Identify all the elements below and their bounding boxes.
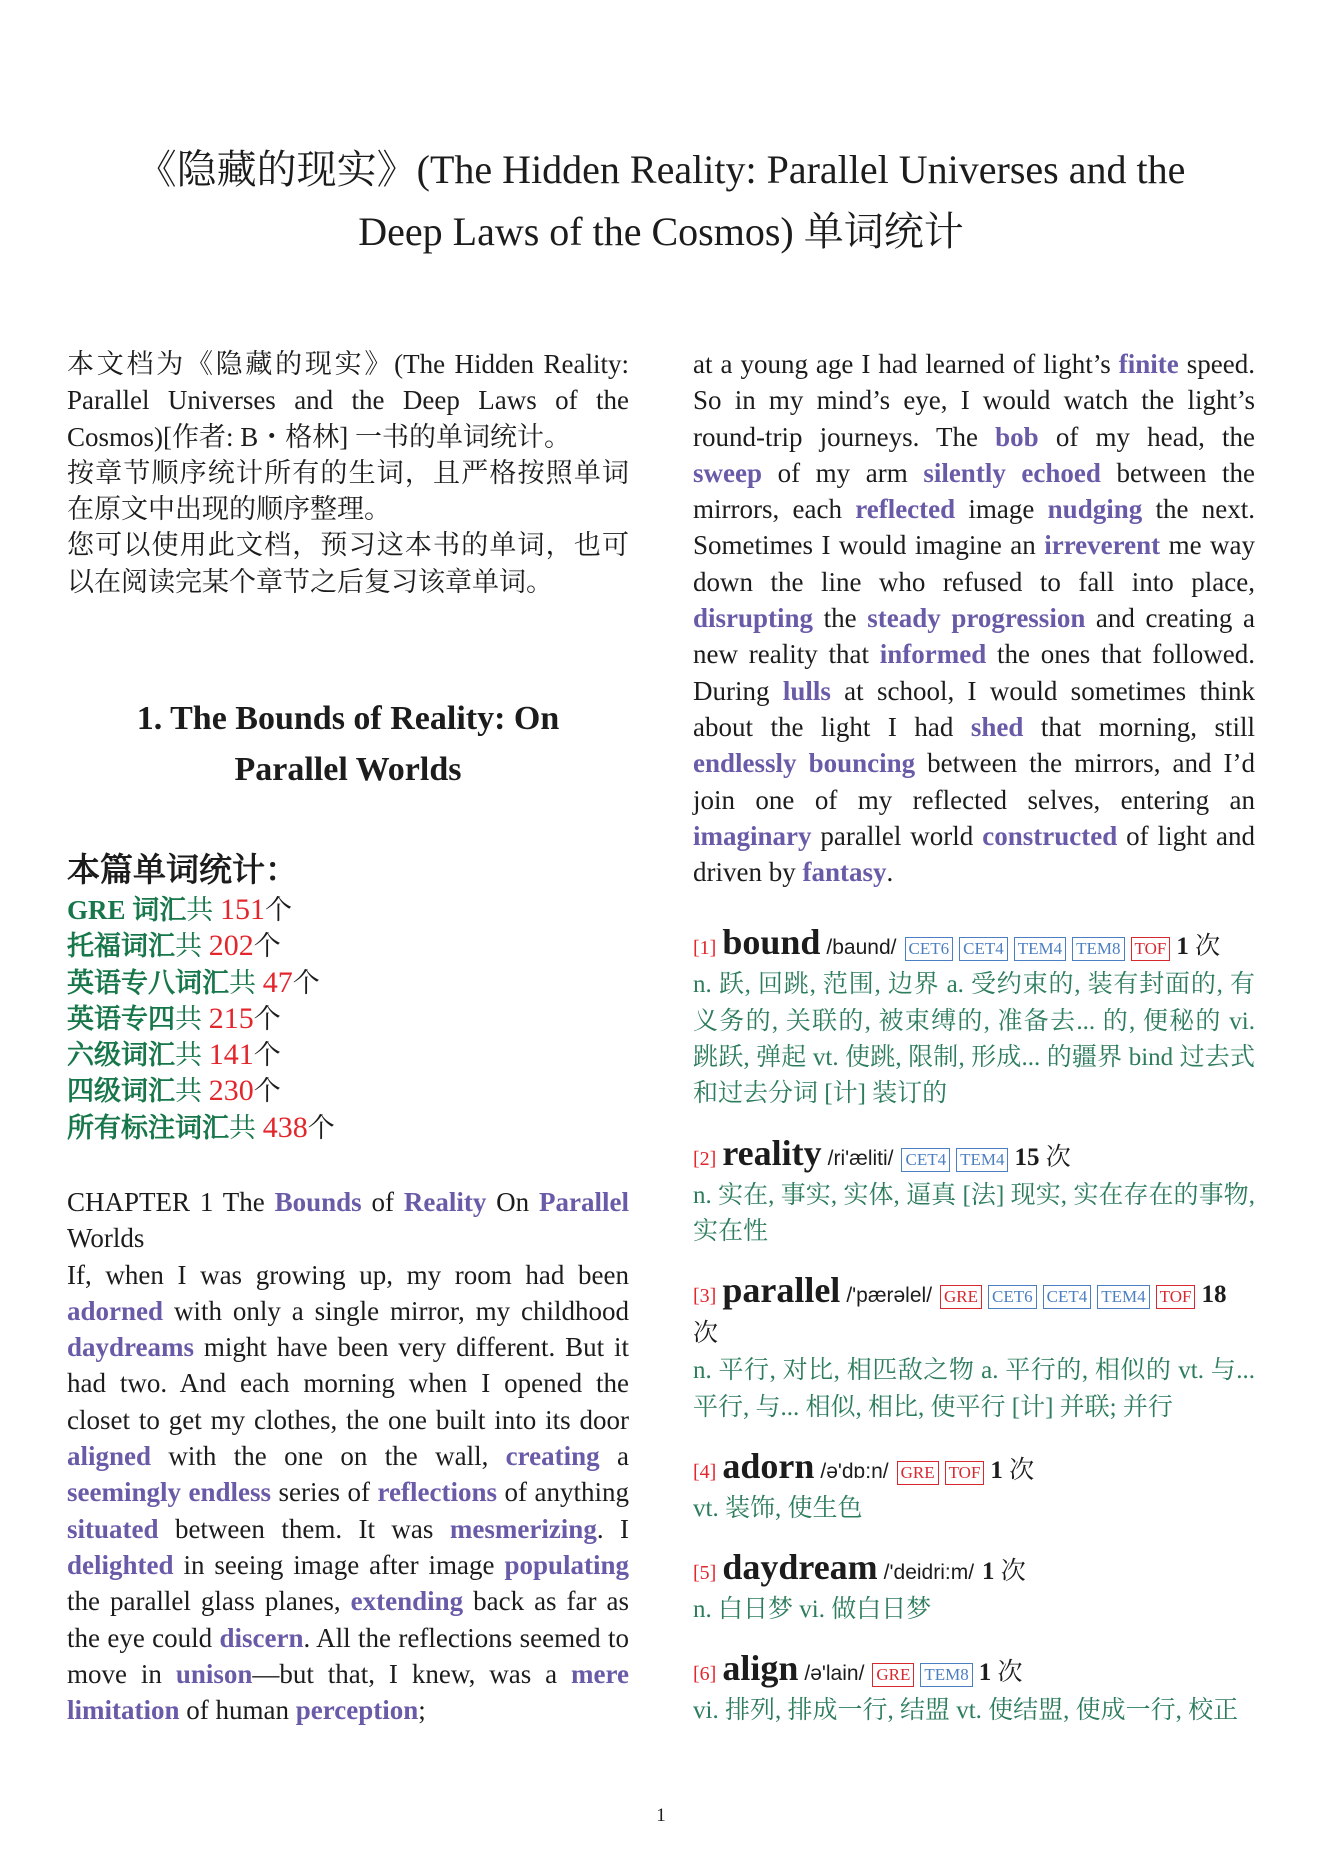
- text-run: Worlds: [67, 1223, 145, 1254]
- vocab-highlight: sweep: [693, 457, 762, 488]
- text-run: the ones that followed. During: [693, 639, 1255, 706]
- stat-count: 438: [262, 1110, 308, 1144]
- vocab-highlight: disrupting: [693, 603, 814, 634]
- entry-definition: vt. 装饰, 使生色: [693, 1494, 863, 1522]
- text-run: [797, 748, 809, 778]
- stat-unit: 个: [253, 1040, 281, 1071]
- text-run: a: [599, 1441, 629, 1472]
- stat-label: 托福词汇: [67, 931, 175, 962]
- vocab-highlight: shed: [970, 711, 1024, 742]
- text-run: ;: [418, 1695, 426, 1726]
- entry-count: [1014, 1144, 1070, 1171]
- vocab-highlight: reflections: [377, 1477, 498, 1508]
- text-run: image: [955, 494, 1048, 525]
- stat-row: [67, 928, 629, 964]
- text-run: On: [486, 1187, 540, 1217]
- vocab-highlight: imaginary: [693, 820, 812, 851]
- entry-index: [2]: [693, 1147, 717, 1170]
- text-run: .: [886, 857, 894, 888]
- text-run: me way down the line who refused to fall into place,: [693, 530, 1256, 597]
- entry-header: [693, 1271, 1255, 1353]
- text-run: of my arm: [762, 457, 924, 488]
- vocab-highlight: reflected: [855, 494, 956, 525]
- vocab-highlight: endlessly: [693, 748, 797, 779]
- page-number: 1: [656, 1805, 666, 1826]
- text-run: at school, I would sometimes think about the light I had: [693, 675, 1255, 742]
- vocab-highlight: seemingly: [67, 1477, 181, 1508]
- entry-count-unit: 次: [1195, 933, 1221, 961]
- exam-tag: TEM4: [956, 1148, 1008, 1172]
- entry-phonetic: /'deidri:m/: [883, 1561, 975, 1585]
- vocab-highlight: nudging: [1047, 494, 1143, 525]
- vocab-highlight: unison: [175, 1658, 253, 1689]
- stat-label: 英语专八词汇: [67, 967, 229, 998]
- intro-paragraph: 您可以使用此文档，预习这本书的单词，也可以在阅读完某个章节之后复习该章单词。: [67, 530, 629, 597]
- entry-count-number: 1: [1176, 933, 1189, 961]
- vocab-highlight: echoed: [1021, 457, 1101, 488]
- text-run: of my head, the: [1038, 421, 1255, 452]
- entry-count: [1176, 933, 1220, 960]
- vocab-list: [693, 923, 1255, 1729]
- exam-tag: TEM8: [920, 1663, 972, 1687]
- text-run: parallel world: [811, 820, 983, 851]
- title-line-1: 《隐藏的现实》(The Hidden Reality: Parallel Universes and the: [136, 147, 1186, 192]
- entry-count-unit: 次: [1045, 1143, 1071, 1171]
- entry-count-number: 1: [978, 1659, 992, 1687]
- exam-tag: CET6: [905, 937, 954, 961]
- vocab-highlight: lulls: [782, 675, 831, 706]
- stat-row: [67, 965, 629, 1001]
- exam-tag: GRE: [872, 1663, 914, 1687]
- stat-joiner: 共: [175, 1003, 202, 1034]
- entry-count-unit: 次: [997, 1659, 1023, 1687]
- exam-tag: TOF: [945, 1461, 985, 1485]
- stat-label: 英语专四: [67, 1003, 175, 1034]
- stat-joiner: 共: [186, 895, 214, 925]
- exam-tag: CET4: [901, 1148, 950, 1172]
- stat-count: 151: [220, 893, 266, 926]
- entry-header: [693, 1649, 1255, 1693]
- text-run: [1006, 458, 1022, 488]
- text-run: series of: [271, 1477, 378, 1508]
- entry-phonetic: /ri'æliti/: [827, 1146, 894, 1170]
- passage-right: [693, 346, 1255, 890]
- vocab-stats: [67, 892, 629, 1184]
- stat-unit: 个: [253, 931, 281, 962]
- vocab-highlight: mere: [571, 1658, 629, 1689]
- vocab-entry: [693, 923, 1255, 1112]
- stat-count: 215: [208, 1001, 254, 1035]
- stat-row: [67, 1037, 629, 1073]
- passage-left: [67, 1184, 629, 1728]
- stat-unit: 个: [292, 967, 320, 998]
- text-run: with only a single mirror, my childhood: [163, 1295, 629, 1326]
- title-line-2: Deep Laws of the Cosmos) 单词统计: [358, 209, 964, 254]
- stat-joiner: 共: [229, 967, 256, 998]
- text-run: between them. It was: [158, 1513, 450, 1544]
- entry-count-unit: 次: [1000, 1558, 1026, 1586]
- stat-unit: 个: [253, 1003, 281, 1034]
- stat-row: [67, 1073, 629, 1109]
- stat-joiner: 共: [175, 1076, 202, 1107]
- text-run: the next. Sometimes I would imagine an: [693, 494, 1255, 561]
- exam-tag: CET4: [959, 937, 1008, 961]
- exam-tag: TOF: [1131, 937, 1171, 961]
- entry-phonetic: /'pærəlel/: [846, 1284, 933, 1308]
- stat-count: 202: [208, 929, 254, 963]
- entry-definition: n. 实在, 事实, 实体, 逼真 [法] 现实, 实在存在的事物, 实在性: [693, 1181, 1255, 1245]
- vocab-highlight: constructed: [982, 820, 1118, 851]
- text-run: between the mirrors, each: [693, 457, 1256, 525]
- text-run: of human: [179, 1695, 296, 1726]
- stat-count: 47: [262, 965, 293, 999]
- intro-paragraph: 按章节顺序统计所有的生词，且严格按照单词在原文中出现的顺序整理。: [67, 457, 629, 525]
- entry-definition: n. 白日梦 vi. 做白日梦: [693, 1596, 932, 1624]
- text-run: . I: [596, 1513, 630, 1544]
- text-run: If, when I was growing up, my room had been: [67, 1259, 629, 1290]
- entry-count: [990, 1457, 1034, 1484]
- chapter-heading: 1. The Bounds of Reality: On Parallel Worlds: [136, 700, 560, 788]
- intro-paragraph: 本文档为《隐藏的现实》(The Hidden Reality: Parallel Universes and the Deep Laws of the Cosmos)[作者: B・格林] 一书的单词统计。: [67, 349, 629, 452]
- entry-count-number: 18: [1201, 1281, 1227, 1309]
- entry-word: daydream: [722, 1547, 878, 1588]
- vocab-highlight: silently: [923, 457, 1006, 488]
- intro-section: [67, 346, 629, 693]
- entry-index: [5]: [693, 1562, 717, 1585]
- entry-phonetic: /ə'dɒ:n/: [820, 1459, 889, 1483]
- entry-index: [3]: [693, 1285, 717, 1308]
- text-run: back as far as the eye could: [67, 1586, 629, 1653]
- vocab-highlight: creating: [505, 1441, 600, 1472]
- entry-index: [4]: [693, 1460, 717, 1483]
- text-run: with the one on the wall,: [151, 1441, 506, 1472]
- entry-definition: n. 跃, 回跳, 范围, 边界 a. 受约束的, 装有封面的, 有义务的, 关联的, 被束缚的, 准备去... 的, 便秘的 vi. 跳跃, 弹起 vt. 使跳, 限制, 形成... 的疆界 bind 过去式和过去分词 [计] 装订的: [693, 971, 1255, 1108]
- vocab-highlight: endless: [188, 1477, 272, 1508]
- exam-tag: GRE: [897, 1461, 939, 1485]
- stat-label: 四级词汇: [67, 1076, 175, 1107]
- vocab-highlight: adorned: [67, 1295, 164, 1326]
- stat-count: 141: [208, 1038, 254, 1072]
- passage-paragraph: [67, 1257, 629, 1729]
- stat-count: 230: [208, 1074, 254, 1108]
- text-run: and creating a new reality that: [693, 603, 1255, 670]
- entry-index: [1]: [693, 937, 717, 960]
- stat-label: 所有标注词汇: [67, 1112, 229, 1143]
- text-run: the parallel glass planes,: [67, 1586, 351, 1617]
- text-run: of anything: [497, 1477, 630, 1508]
- text-run: speed. So in my mind’s eye, I would watch the light’s round-trip journeys. The: [693, 349, 1255, 452]
- entry-index: [6]: [693, 1663, 717, 1686]
- entry-word: adorn: [722, 1445, 815, 1486]
- entry-header: [693, 1548, 1255, 1592]
- entry-word: bound: [722, 922, 821, 963]
- exam-tag: TEM8: [1072, 937, 1124, 961]
- vocab-highlight: progression: [951, 603, 1086, 634]
- stat-joiner: 共: [175, 1040, 202, 1071]
- text-run: at a young age I had learned of light’s: [693, 349, 1119, 379]
- entry-definition: vi. 排列, 排成一行, 结盟 vt. 使结盟, 使成一行, 校正: [693, 1697, 1239, 1725]
- vocab-highlight: Parallel: [539, 1187, 629, 1217]
- exam-tag: CET4: [1043, 1285, 1092, 1309]
- entry-count-number: 15: [1014, 1143, 1040, 1171]
- stat-label: GRE 词汇: [67, 895, 187, 925]
- vocab-highlight: extending: [350, 1586, 464, 1617]
- vocab-entry: [693, 1447, 1255, 1527]
- entry-header: [693, 1134, 1255, 1178]
- entry-count: [982, 1558, 1026, 1585]
- vocab-highlight: bob: [995, 421, 1039, 452]
- stat-joiner: 共: [229, 1112, 256, 1143]
- exam-tag: CET6: [988, 1285, 1037, 1309]
- entry-count-number: 1: [990, 1456, 1003, 1484]
- vocab-highlight: irreverent: [1044, 530, 1161, 561]
- entry-word: reality: [722, 1132, 822, 1173]
- entry-count: [979, 1659, 1023, 1686]
- right-column: [693, 346, 1255, 1730]
- vocab-entry: [693, 1649, 1255, 1729]
- stat-joiner: 共: [175, 931, 202, 962]
- stat-unit: 个: [265, 895, 293, 925]
- entry-definition: n. 平行, 对比, 相匹敌之物 a. 平行的, 相似的 vt. 与... 平行, 与... 相似, 相比, 使平行 [计] 并联; 并行: [693, 1357, 1255, 1421]
- passage-paragraph: [67, 1184, 629, 1257]
- text-run: . All the reflections seemed to move in: [67, 1622, 629, 1689]
- entry-header: [693, 1447, 1255, 1491]
- vocab-entry: [693, 1548, 1255, 1628]
- entry-count-number: 1: [982, 1558, 995, 1586]
- vocab-highlight: informed: [879, 639, 987, 670]
- document-title: [0, 139, 1322, 263]
- exam-tag: GRE: [940, 1285, 982, 1309]
- text-run: of light and driven by: [693, 820, 1255, 888]
- vocab-highlight: bouncing: [808, 748, 916, 779]
- vocab-highlight: populating: [504, 1549, 629, 1580]
- entry-count-unit: 次: [693, 1320, 719, 1348]
- passage-paragraph: [693, 346, 1255, 890]
- vocab-highlight: limitation: [67, 1695, 180, 1726]
- stat-row: [67, 892, 629, 928]
- text-run: of: [361, 1187, 404, 1217]
- exam-tag: TOF: [1156, 1285, 1196, 1309]
- vocab-highlight: delighted: [67, 1549, 174, 1580]
- vocab-entry: [693, 1271, 1255, 1426]
- vocab-highlight: finite: [1118, 349, 1179, 379]
- vocab-highlight: steady: [867, 603, 941, 634]
- text-run: in seeing image after image: [173, 1549, 505, 1580]
- text-run: between the mirrors, and I’d join one of my reflected selves, entering an: [693, 748, 1255, 815]
- stat-row: [67, 1110, 629, 1146]
- exam-tag: TEM4: [1014, 937, 1066, 961]
- entry-phonetic: /ə'lain/: [804, 1662, 865, 1686]
- vocab-highlight: situated: [67, 1513, 159, 1544]
- exam-tag: TEM4: [1097, 1285, 1149, 1309]
- vocab-highlight: daydreams: [67, 1332, 195, 1363]
- entry-header: [693, 923, 1255, 967]
- text-run: CHAPTER 1 The: [67, 1187, 275, 1217]
- text-run: might have been very different. But it had two. And each morning when I opened the closet to get my clothes, the one built into its door: [67, 1332, 629, 1435]
- vocab-highlight: perception: [295, 1695, 419, 1726]
- entry-count-unit: 次: [1009, 1456, 1035, 1484]
- left-column: [67, 346, 629, 1728]
- vocab-highlight: aligned: [67, 1441, 152, 1472]
- vocab-highlight: discern: [219, 1622, 304, 1653]
- vocab-highlight: mesmerizing: [449, 1513, 597, 1544]
- stat-unit: 个: [253, 1076, 281, 1107]
- vocab-highlight: Bounds: [274, 1187, 362, 1217]
- entry-word: parallel: [722, 1270, 841, 1311]
- chapter-heading-block: [67, 693, 629, 851]
- entry-phonetic: /baund/: [826, 936, 897, 960]
- text-run: —but that, I knew, was a: [252, 1658, 572, 1689]
- text-run: the: [813, 603, 868, 634]
- vocab-highlight: Reality: [403, 1187, 487, 1217]
- stat-unit: 个: [307, 1112, 335, 1143]
- vocab-entry: [693, 1134, 1255, 1251]
- vocab-highlight: fantasy: [802, 857, 887, 888]
- text-run: [941, 603, 952, 633]
- entry-word: align: [722, 1648, 799, 1689]
- text-run: [181, 1477, 189, 1507]
- text-run: that morning, still: [1023, 711, 1255, 742]
- stat-row: [67, 1001, 629, 1037]
- stat-label: 六级词汇: [67, 1040, 175, 1071]
- stats-title: 本篇单词统计：: [67, 853, 298, 889]
